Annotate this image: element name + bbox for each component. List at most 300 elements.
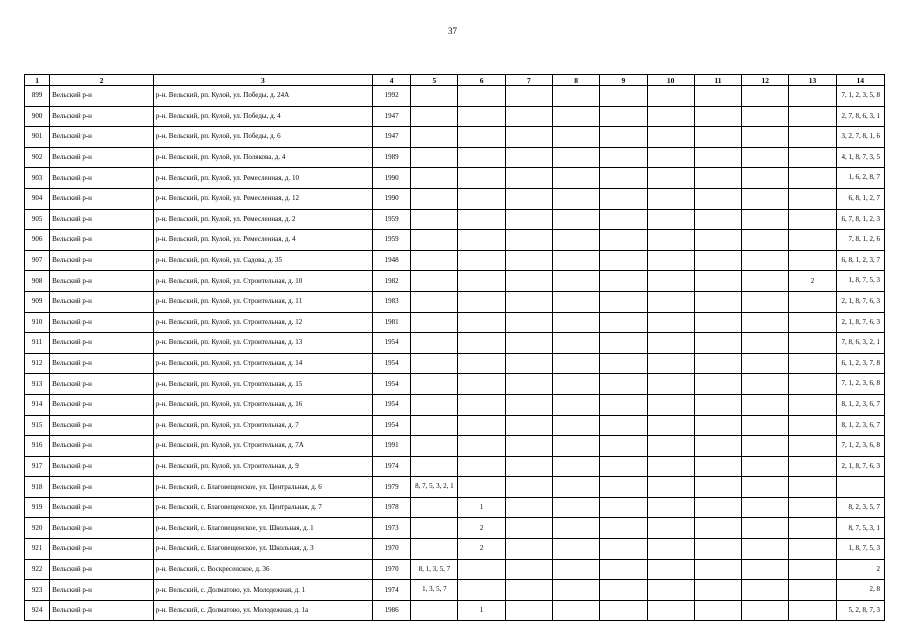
header-row	[25, 75, 885, 86]
district-cell: Вельский р-н	[50, 518, 154, 539]
column-11-cell	[694, 374, 741, 395]
district-cell: Вельский р-н	[50, 106, 154, 127]
column-8-cell	[553, 497, 600, 518]
column-8-cell	[553, 518, 600, 539]
district-cell: Вельский р-н	[50, 600, 154, 621]
column-header: 4	[373, 75, 411, 86]
column-13-cell	[789, 188, 836, 209]
column-5-cell	[411, 312, 458, 333]
table-row	[25, 106, 885, 127]
column-7-cell	[505, 436, 552, 457]
column-9-cell	[600, 497, 647, 518]
address-cell: р-н. Вельский, рп. Кулой, ул. Садова, д. 35	[153, 250, 372, 271]
column-8-cell	[553, 559, 600, 580]
address-cell: р-н. Вельский, рп. Кулой, ул. Строительная, д. 7	[153, 415, 372, 436]
column-6-cell	[458, 147, 505, 168]
year-cell: 1979	[373, 477, 411, 498]
column-header: 8	[553, 75, 600, 86]
column-header: 12	[742, 75, 789, 86]
table-row	[25, 209, 885, 230]
year-cell: 1981	[373, 312, 411, 333]
column-header: 7	[505, 75, 552, 86]
column-header: 13	[789, 75, 836, 86]
column-6-cell	[458, 250, 505, 271]
column-14-cell: 7, 1, 2, 3, 6, 8	[836, 374, 884, 395]
column-8-cell	[553, 86, 600, 107]
column-11-cell	[694, 518, 741, 539]
column-10-cell	[647, 353, 694, 374]
column-13-cell	[789, 147, 836, 168]
column-11-cell	[694, 291, 741, 312]
column-9-cell	[600, 127, 647, 148]
column-7-cell	[505, 497, 552, 518]
district-cell: Вельский р-н	[50, 374, 154, 395]
column-13-cell	[789, 333, 836, 354]
district-cell: Вельский р-н	[50, 188, 154, 209]
column-7-cell	[505, 600, 552, 621]
table-row	[25, 312, 885, 333]
column-11-cell	[694, 580, 741, 601]
district-cell: Вельский р-н	[50, 497, 154, 518]
column-6-cell	[458, 333, 505, 354]
column-8-cell	[553, 291, 600, 312]
address-cell: р-н. Вельский, рп. Кулой, ул. Победы, д. 4	[153, 106, 372, 127]
column-10-cell	[647, 271, 694, 292]
column-10-cell	[647, 600, 694, 621]
column-10-cell	[647, 497, 694, 518]
column-13-cell	[789, 559, 836, 580]
page-number: 37	[448, 26, 457, 36]
column-10-cell	[647, 86, 694, 107]
column-7-cell	[505, 209, 552, 230]
column-5-cell: 8, 7, 5, 3, 2, 1	[411, 477, 458, 498]
column-14-cell: 6, 8, 1, 2, 3, 7	[836, 250, 884, 271]
column-13-cell	[789, 230, 836, 251]
address-cell: р-н. Вельский, рп. Кулой, ул. Строительная, д. 9	[153, 456, 372, 477]
column-5-cell	[411, 497, 458, 518]
column-10-cell	[647, 415, 694, 436]
district-cell: Вельский р-н	[50, 86, 154, 107]
column-5-cell	[411, 600, 458, 621]
column-6-cell	[458, 456, 505, 477]
column-7-cell	[505, 456, 552, 477]
table-body	[25, 86, 885, 621]
address-cell: р-н. Вельский, рп. Кулой, ул. Ремесленная, д. 12	[153, 188, 372, 209]
column-9-cell	[600, 230, 647, 251]
column-5-cell	[411, 230, 458, 251]
table-row	[25, 374, 885, 395]
address-cell: р-н. Вельский, рп. Кулой, ул. Ремесленная, д. 2	[153, 209, 372, 230]
column-14-cell: 6, 8, 1, 2, 7	[836, 188, 884, 209]
address-cell: р-н. Вельский, рп. Кулой, ул. Строительная, д. 10	[153, 271, 372, 292]
address-cell: р-н. Вельский, рп. Кулой, ул. Победы, д. 24А	[153, 86, 372, 107]
row-number-cell: 900	[25, 106, 50, 127]
year-cell: 1990	[373, 168, 411, 189]
column-8-cell	[553, 271, 600, 292]
year-cell: 1986	[373, 600, 411, 621]
column-11-cell	[694, 333, 741, 354]
column-6-cell: 1	[458, 497, 505, 518]
year-cell: 1954	[373, 353, 411, 374]
column-10-cell	[647, 106, 694, 127]
address-cell: р-н. Вельский, рп. Кулой, ул. Строительная, д. 16	[153, 394, 372, 415]
column-13-cell	[789, 291, 836, 312]
column-11-cell	[694, 106, 741, 127]
column-8-cell	[553, 147, 600, 168]
column-9-cell	[600, 394, 647, 415]
column-9-cell	[600, 518, 647, 539]
column-10-cell	[647, 374, 694, 395]
column-7-cell	[505, 86, 552, 107]
column-11-cell	[694, 456, 741, 477]
column-7-cell	[505, 127, 552, 148]
row-number-cell: 916	[25, 436, 50, 457]
district-cell: Вельский р-н	[50, 209, 154, 230]
column-13-cell	[789, 415, 836, 436]
column-13-cell	[789, 600, 836, 621]
column-12-cell	[742, 518, 789, 539]
column-header: 1	[25, 75, 50, 86]
column-5-cell	[411, 106, 458, 127]
column-9-cell	[600, 353, 647, 374]
column-10-cell	[647, 188, 694, 209]
year-cell: 1959	[373, 209, 411, 230]
address-cell: р-н. Вельский, с. Воскресенское, д. 36	[153, 559, 372, 580]
column-9-cell	[600, 456, 647, 477]
column-9-cell	[600, 312, 647, 333]
year-cell: 1978	[373, 497, 411, 518]
column-14-cell: 2	[836, 559, 884, 580]
column-9-cell	[600, 477, 647, 498]
column-5-cell	[411, 333, 458, 354]
column-8-cell	[553, 436, 600, 457]
column-6-cell: 1	[458, 600, 505, 621]
district-cell: Вельский р-н	[50, 147, 154, 168]
column-9-cell	[600, 271, 647, 292]
column-7-cell	[505, 374, 552, 395]
table-row	[25, 168, 885, 189]
column-11-cell	[694, 477, 741, 498]
column-5-cell	[411, 374, 458, 395]
column-6-cell	[458, 353, 505, 374]
column-6-cell	[458, 477, 505, 498]
column-8-cell	[553, 477, 600, 498]
column-13-cell	[789, 127, 836, 148]
column-12-cell	[742, 559, 789, 580]
year-cell: 1973	[373, 518, 411, 539]
address-cell: р-н. Вельский, рп. Кулой, ул. Победы, д. 6	[153, 127, 372, 148]
column-10-cell	[647, 127, 694, 148]
column-10-cell	[647, 333, 694, 354]
column-6-cell	[458, 415, 505, 436]
column-5-cell	[411, 353, 458, 374]
column-8-cell	[553, 312, 600, 333]
column-6-cell	[458, 374, 505, 395]
column-13-cell	[789, 353, 836, 374]
column-14-cell: 8, 7, 5, 3, 1	[836, 518, 884, 539]
column-14-cell: 1, 8, 7, 5, 3	[836, 271, 884, 292]
column-7-cell	[505, 188, 552, 209]
row-number-cell: 901	[25, 127, 50, 148]
row-number-cell: 921	[25, 539, 50, 560]
column-5-cell	[411, 539, 458, 560]
row-number-cell: 906	[25, 230, 50, 251]
row-number-cell: 911	[25, 333, 50, 354]
column-12-cell	[742, 580, 789, 601]
column-12-cell	[742, 333, 789, 354]
column-12-cell	[742, 497, 789, 518]
table-row	[25, 271, 885, 292]
table-row	[25, 333, 885, 354]
column-9-cell	[600, 209, 647, 230]
year-cell: 1970	[373, 559, 411, 580]
table-row	[25, 497, 885, 518]
column-14-cell: 8, 1, 2, 3, 6, 7	[836, 394, 884, 415]
column-13-cell	[789, 456, 836, 477]
year-cell: 1970	[373, 539, 411, 560]
column-12-cell	[742, 456, 789, 477]
table-row	[25, 394, 885, 415]
column-header: 14	[836, 75, 884, 86]
column-6-cell: 2	[458, 518, 505, 539]
column-10-cell	[647, 230, 694, 251]
column-12-cell	[742, 147, 789, 168]
column-14-cell: 1, 6, 2, 8, 7	[836, 168, 884, 189]
year-cell: 1974	[373, 580, 411, 601]
address-cell: р-н. Вельский, с. Благовещенское, ул. Центральная, д. 7	[153, 497, 372, 518]
column-10-cell	[647, 518, 694, 539]
column-header: 6	[458, 75, 505, 86]
column-12-cell	[742, 209, 789, 230]
column-6-cell	[458, 394, 505, 415]
column-12-cell	[742, 271, 789, 292]
column-11-cell	[694, 353, 741, 374]
column-6-cell	[458, 188, 505, 209]
row-number-cell: 909	[25, 291, 50, 312]
column-13-cell	[789, 497, 836, 518]
column-11-cell	[694, 127, 741, 148]
address-cell: р-н. Вельский, рп. Кулой, ул. Ремесленная, д. 10	[153, 168, 372, 189]
address-cell: р-н. Вельский, рп. Кулой, ул. Строительная, д. 13	[153, 333, 372, 354]
column-5-cell	[411, 456, 458, 477]
table-row	[25, 600, 885, 621]
column-11-cell	[694, 271, 741, 292]
year-cell: 1954	[373, 415, 411, 436]
column-8-cell	[553, 394, 600, 415]
district-cell: Вельский р-н	[50, 394, 154, 415]
row-number-cell: 918	[25, 477, 50, 498]
column-12-cell	[742, 291, 789, 312]
column-13-cell	[789, 86, 836, 107]
district-cell: Вельский р-н	[50, 127, 154, 148]
column-14-cell: 3, 2, 7, 8, 1, 6	[836, 127, 884, 148]
row-number-cell: 912	[25, 353, 50, 374]
column-6-cell: 2	[458, 539, 505, 560]
row-number-cell: 910	[25, 312, 50, 333]
column-12-cell	[742, 312, 789, 333]
column-14-cell: 7, 1, 2, 3, 6, 8	[836, 436, 884, 457]
year-cell: 1990	[373, 188, 411, 209]
column-7-cell	[505, 147, 552, 168]
column-12-cell	[742, 168, 789, 189]
table-row	[25, 188, 885, 209]
district-cell: Вельский р-н	[50, 539, 154, 560]
district-cell: Вельский р-н	[50, 559, 154, 580]
column-12-cell	[742, 86, 789, 107]
column-5-cell	[411, 415, 458, 436]
column-11-cell	[694, 394, 741, 415]
district-cell: Вельский р-н	[50, 291, 154, 312]
column-12-cell	[742, 353, 789, 374]
table-row	[25, 436, 885, 457]
column-10-cell	[647, 477, 694, 498]
column-5-cell	[411, 518, 458, 539]
column-9-cell	[600, 86, 647, 107]
year-cell: 1947	[373, 106, 411, 127]
year-cell: 1954	[373, 374, 411, 395]
row-number-cell: 908	[25, 271, 50, 292]
table-row	[25, 127, 885, 148]
column-8-cell	[553, 209, 600, 230]
address-cell: р-н. Вельский, рп. Кулой, ул. Строительная, д. 12	[153, 312, 372, 333]
column-10-cell	[647, 312, 694, 333]
column-7-cell	[505, 106, 552, 127]
column-9-cell	[600, 539, 647, 560]
column-10-cell	[647, 559, 694, 580]
column-11-cell	[694, 312, 741, 333]
year-cell: 1959	[373, 230, 411, 251]
column-header: 10	[647, 75, 694, 86]
column-6-cell	[458, 580, 505, 601]
column-7-cell	[505, 415, 552, 436]
column-13-cell	[789, 250, 836, 271]
column-12-cell	[742, 539, 789, 560]
table-row	[25, 456, 885, 477]
column-11-cell	[694, 559, 741, 580]
column-13-cell	[789, 374, 836, 395]
column-5-cell	[411, 147, 458, 168]
district-cell: Вельский р-н	[50, 477, 154, 498]
table-row	[25, 559, 885, 580]
column-8-cell	[553, 600, 600, 621]
column-14-cell: 7, 8, 6, 3, 2, 1	[836, 333, 884, 354]
column-14-cell: 4, 1, 8, 7, 3, 5	[836, 147, 884, 168]
column-14-cell: 5, 2, 8, 7, 3	[836, 600, 884, 621]
column-12-cell	[742, 374, 789, 395]
address-cell: р-н. Вельский, рп. Кулой, ул. Строительная, д. 15	[153, 374, 372, 395]
table-row	[25, 147, 885, 168]
column-9-cell	[600, 580, 647, 601]
column-8-cell	[553, 374, 600, 395]
district-cell: Вельский р-н	[50, 353, 154, 374]
column-6-cell	[458, 312, 505, 333]
column-11-cell	[694, 600, 741, 621]
column-header: 3	[153, 75, 372, 86]
row-number-cell: 919	[25, 497, 50, 518]
address-cell: р-н. Вельский, рп. Кулой, ул. Строительная, д. 7А	[153, 436, 372, 457]
column-11-cell	[694, 209, 741, 230]
district-cell: Вельский р-н	[50, 436, 154, 457]
year-cell: 1989	[373, 147, 411, 168]
column-6-cell	[458, 86, 505, 107]
column-7-cell	[505, 250, 552, 271]
housing-table	[24, 74, 885, 621]
row-number-cell: 904	[25, 188, 50, 209]
column-6-cell	[458, 559, 505, 580]
column-9-cell	[600, 415, 647, 436]
column-13-cell	[789, 168, 836, 189]
table-row	[25, 86, 885, 107]
column-9-cell	[600, 168, 647, 189]
column-12-cell	[742, 250, 789, 271]
column-11-cell	[694, 436, 741, 457]
column-13-cell	[789, 518, 836, 539]
year-cell: 1991	[373, 436, 411, 457]
column-12-cell	[742, 436, 789, 457]
row-number-cell: 907	[25, 250, 50, 271]
column-8-cell	[553, 353, 600, 374]
year-cell: 1974	[373, 456, 411, 477]
column-8-cell	[553, 188, 600, 209]
column-9-cell	[600, 106, 647, 127]
address-cell: р-н. Вельский, с. Благовещенское, ул. Школьная, д. 1	[153, 518, 372, 539]
row-number-cell: 903	[25, 168, 50, 189]
column-13-cell	[789, 209, 836, 230]
address-cell: р-н. Вельский, с. Благовещенское, ул. Центральная, д. 6	[153, 477, 372, 498]
column-12-cell	[742, 127, 789, 148]
column-7-cell	[505, 539, 552, 560]
district-cell: Вельский р-н	[50, 415, 154, 436]
column-14-cell: 2, 8	[836, 580, 884, 601]
column-7-cell	[505, 230, 552, 251]
column-7-cell	[505, 394, 552, 415]
year-cell: 1992	[373, 86, 411, 107]
year-cell: 1983	[373, 291, 411, 312]
column-7-cell	[505, 312, 552, 333]
column-header: 5	[411, 75, 458, 86]
column-11-cell	[694, 86, 741, 107]
column-header: 11	[694, 75, 741, 86]
column-13-cell	[789, 394, 836, 415]
row-number-cell: 914	[25, 394, 50, 415]
column-6-cell	[458, 127, 505, 148]
table-row	[25, 230, 885, 251]
column-12-cell	[742, 230, 789, 251]
column-5-cell	[411, 436, 458, 457]
column-13-cell	[789, 580, 836, 601]
year-cell: 1954	[373, 394, 411, 415]
column-9-cell	[600, 147, 647, 168]
year-cell: 1947	[373, 127, 411, 148]
district-cell: Вельский р-н	[50, 271, 154, 292]
column-13-cell	[789, 477, 836, 498]
column-5-cell	[411, 127, 458, 148]
column-10-cell	[647, 436, 694, 457]
column-5-cell	[411, 188, 458, 209]
column-12-cell	[742, 415, 789, 436]
column-8-cell	[553, 250, 600, 271]
district-cell: Вельский р-н	[50, 333, 154, 354]
column-9-cell	[600, 291, 647, 312]
column-6-cell	[458, 209, 505, 230]
column-8-cell	[553, 539, 600, 560]
address-cell: р-н. Вельский, рп. Кулой, ул. Полякова, д. 4	[153, 147, 372, 168]
column-6-cell	[458, 106, 505, 127]
column-8-cell	[553, 127, 600, 148]
column-11-cell	[694, 147, 741, 168]
table-row	[25, 291, 885, 312]
column-13-cell	[789, 312, 836, 333]
